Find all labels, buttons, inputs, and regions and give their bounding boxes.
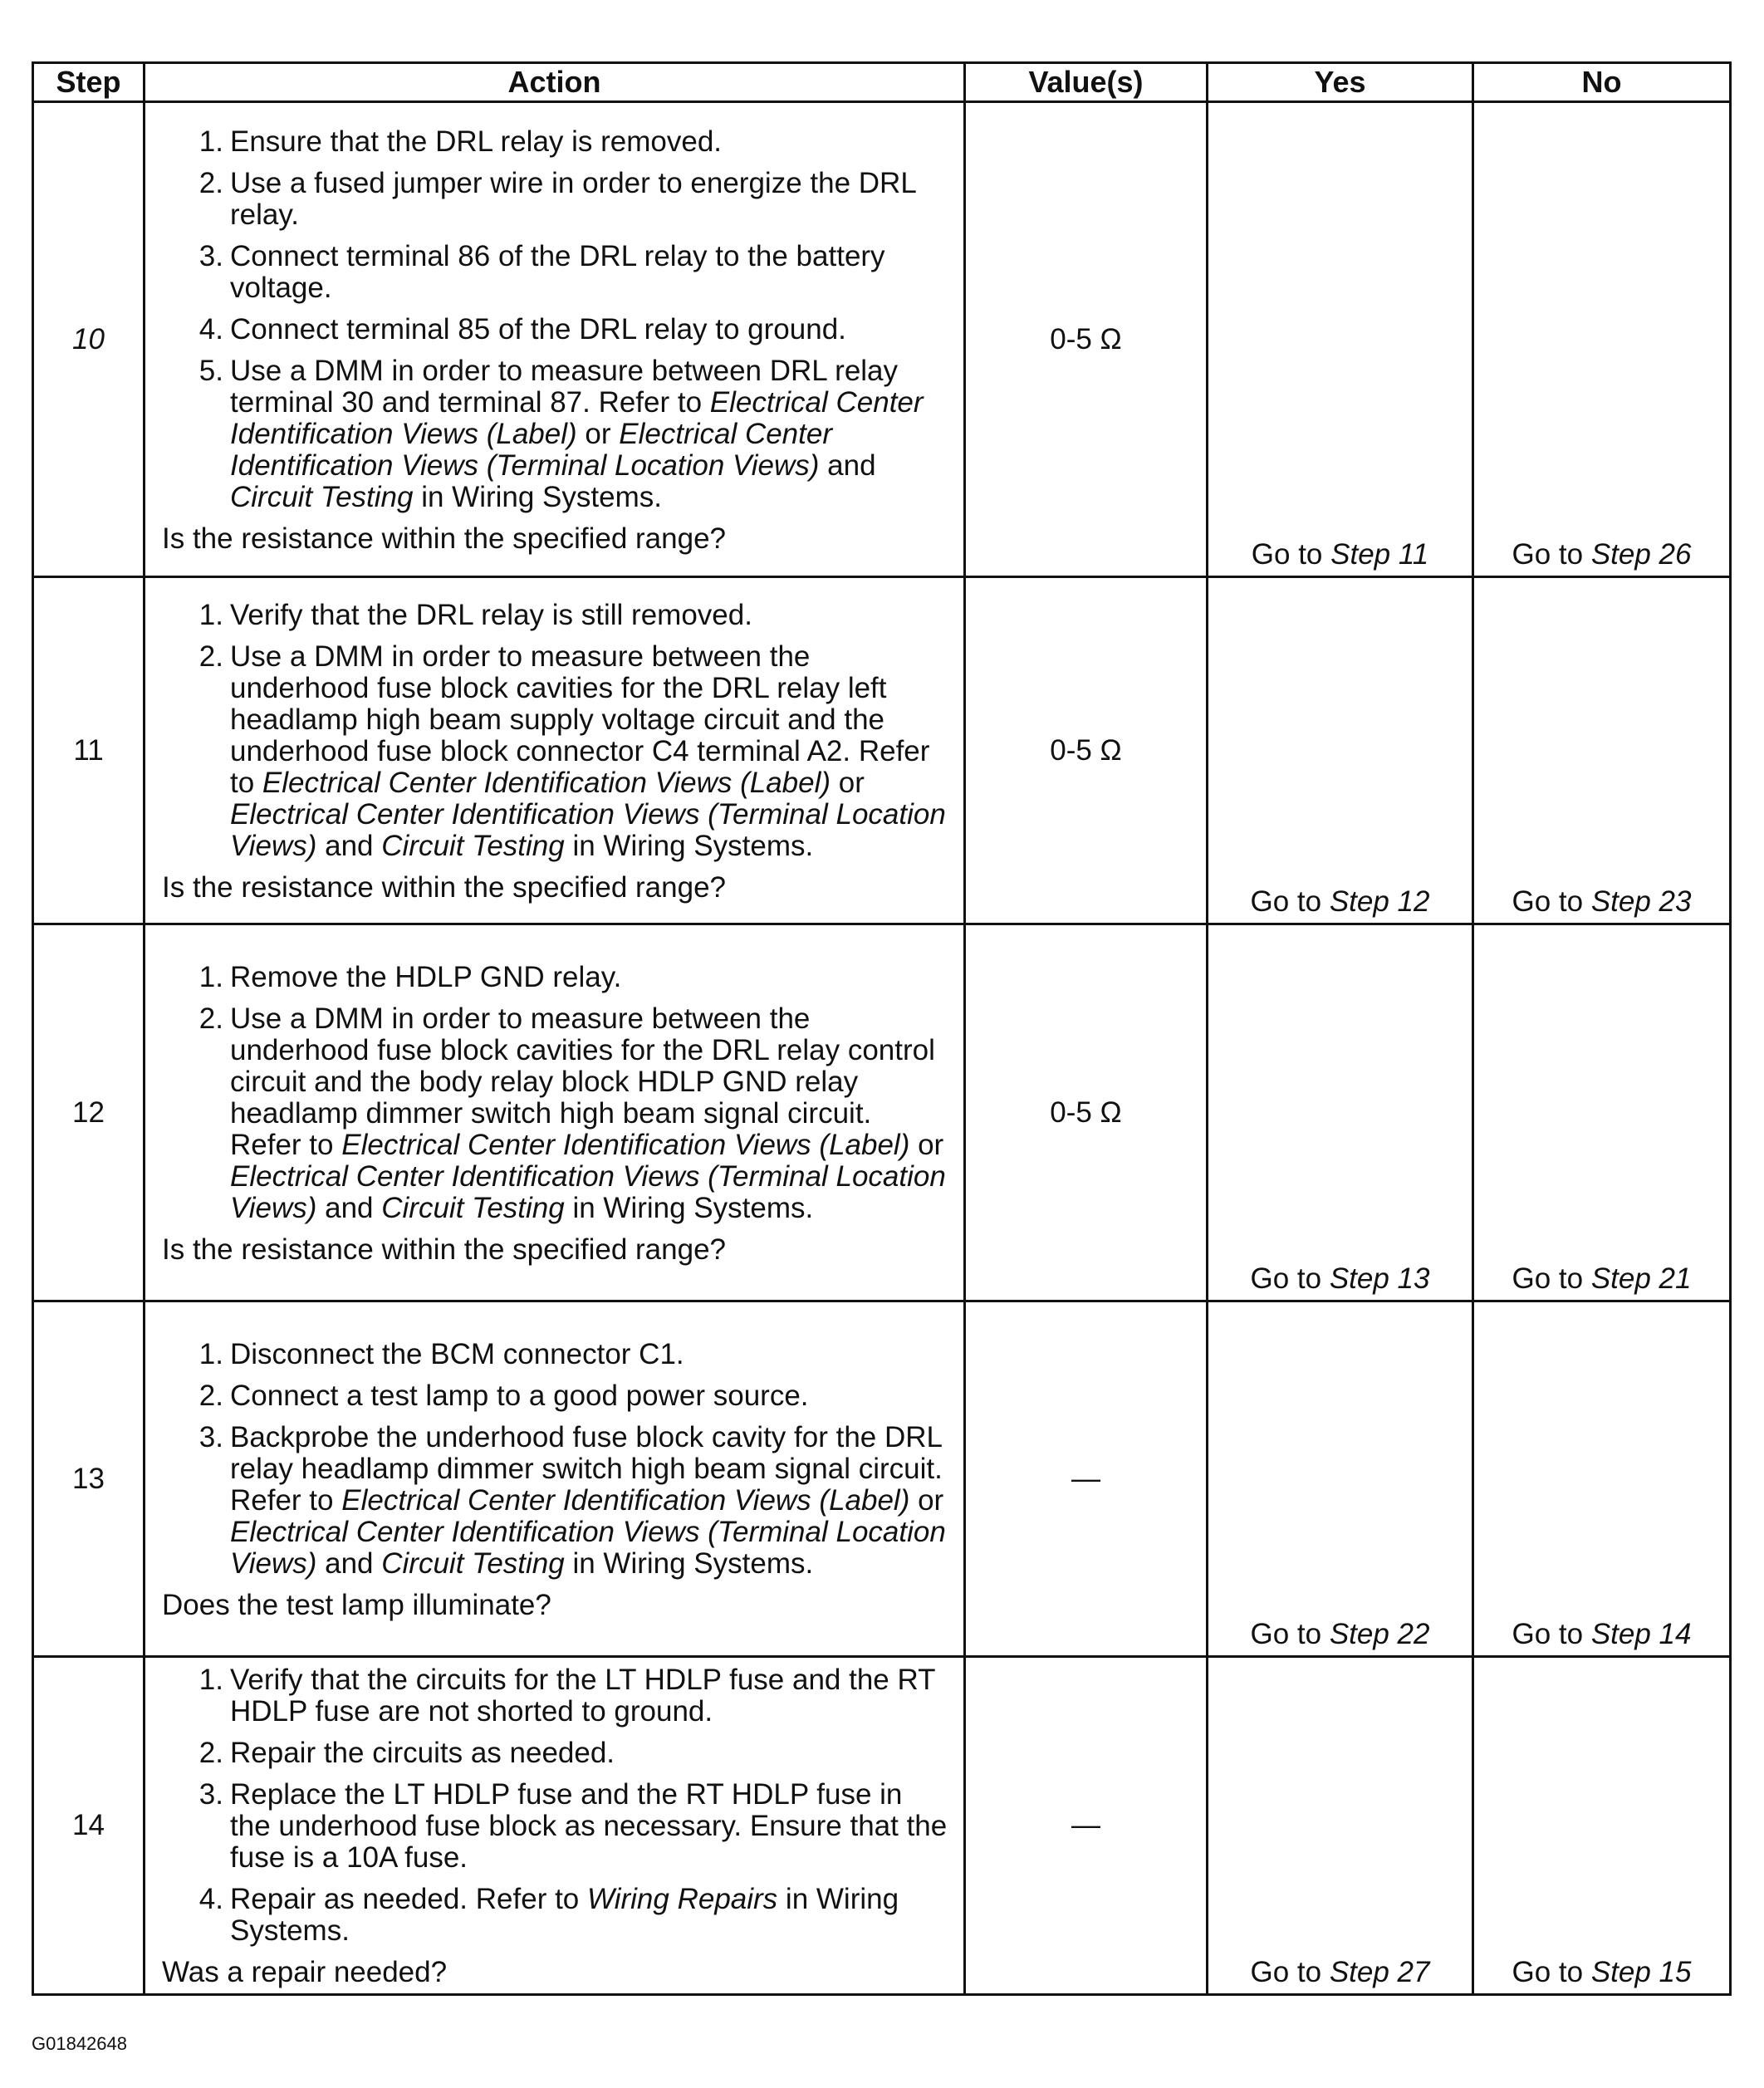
no-cell: Go to Step 15 <box>1473 1657 1731 1995</box>
value-cell: — <box>965 1301 1208 1657</box>
list-item <box>162 600 950 631</box>
action-cell <box>145 577 965 924</box>
list-item <box>162 314 950 346</box>
item-text: Remove the HDLP GND relay. <box>230 960 622 993</box>
item-number: 3. <box>198 1420 223 1453</box>
header-yes: Yes <box>1208 63 1473 102</box>
action-cell <box>145 1301 965 1657</box>
header-no: No <box>1473 63 1731 102</box>
no-cell: Go to Step 23 <box>1473 577 1731 924</box>
header-action: Action <box>145 63 965 102</box>
question-text: Is the resistance within the specified range? <box>162 522 726 555</box>
table-row <box>33 1301 1731 1657</box>
action-steps-list <box>162 962 950 1224</box>
diagnostic-table-wrapper <box>32 61 1729 1996</box>
item-text: Use a DMM in order to measure between the underhood fuse block cavities for the DRL relay control circuit and the body relay block HDLP GND relay headlamp dimmer switch high beam signal circuit. Refer to Electrical Center Identification Views (Label) or Electrical Center Identification Views (Terminal Location Views) and Circuit Testing in Wiring Systems. <box>230 1002 946 1224</box>
item-text: Use a DMM in order to measure between DRL relay terminal 30 and terminal 87. Refer to Electrical Center Identification Views (Label) or Electrical Center Identification Views (Terminal Location Views) and Circuit Testing in Wiring Systems. <box>230 354 924 513</box>
item-text: Repair as needed. Refer to Wiring Repairs in Wiring Systems. <box>230 1883 899 1947</box>
yes-cell: Go to Step 12 <box>1208 577 1473 924</box>
table-row <box>33 102 1731 577</box>
item-text: Repair the circuits as needed. <box>230 1737 615 1769</box>
table-row <box>33 577 1731 924</box>
list-item <box>162 241 950 304</box>
header-values: Value(s) <box>965 63 1208 102</box>
item-number: 2. <box>198 1737 223 1769</box>
action-steps-list <box>162 1664 950 1947</box>
item-text: Connect terminal 85 of the DRL relay to ground. <box>230 312 846 346</box>
item-text: Disconnect the BCM connector C1. <box>230 1337 684 1370</box>
item-number: 4. <box>198 312 223 346</box>
question-text: Is the resistance within the specified range? <box>162 1233 726 1266</box>
action-cell <box>145 924 965 1301</box>
item-number: 2. <box>198 1002 223 1035</box>
value-cell: 0-5 Ω <box>965 924 1208 1301</box>
item-number: 1. <box>198 1337 223 1370</box>
list-item <box>162 1339 950 1370</box>
item-text: Connect terminal 86 of the DRL relay to the battery voltage. <box>230 239 885 304</box>
figure-id: G01842648 <box>32 2033 127 2054</box>
list-item <box>162 1779 950 1874</box>
value-cell: — <box>965 1657 1208 1995</box>
list-item <box>162 641 950 862</box>
list-item <box>162 1380 950 1412</box>
yes-cell: Go to Step 27 <box>1208 1657 1473 1995</box>
table-row <box>33 1657 1731 1995</box>
action-steps-list <box>162 1339 950 1580</box>
item-text: Verify that the DRL relay is still removed. <box>230 598 752 631</box>
table-header-row <box>33 63 1731 102</box>
step-number: 11 <box>33 577 145 924</box>
list-item <box>162 1738 950 1769</box>
item-number: 2. <box>198 1379 223 1412</box>
list-item <box>162 168 950 231</box>
item-number: 1. <box>198 1664 223 1696</box>
item-number: 2. <box>198 640 223 673</box>
list-item <box>162 1422 950 1580</box>
list-item <box>162 1884 950 1947</box>
item-number: 4. <box>198 1883 223 1915</box>
item-text: Replace the LT HDLP fuse and the RT HDLP fuse in the underhood fuse block as necessary. Ensure that the fuse is a 10A fuse. <box>230 1778 948 1874</box>
item-number: 1. <box>198 598 223 631</box>
list-item <box>162 1003 950 1224</box>
step-number: 14 <box>33 1657 145 1995</box>
question-text: Does the test lamp illuminate? <box>162 1588 551 1621</box>
no-cell: Go to Step 21 <box>1473 924 1731 1301</box>
value-cell: 0-5 Ω <box>965 577 1208 924</box>
item-number: 3. <box>198 1778 223 1811</box>
question-text: Was a repair needed? <box>162 1956 448 1988</box>
list-item <box>162 126 950 158</box>
list-item <box>162 1664 950 1728</box>
action-cell <box>145 102 965 577</box>
yes-cell: Go to Step 22 <box>1208 1301 1473 1657</box>
no-cell: Go to Step 14 <box>1473 1301 1731 1657</box>
yes-cell: Go to Step 13 <box>1208 924 1473 1301</box>
item-number: 1. <box>198 125 223 158</box>
item-number: 2. <box>198 166 223 199</box>
step-number: 12 <box>33 924 145 1301</box>
item-text: Use a DMM in order to measure between the underhood fuse block cavities for the DRL relay left headlamp high beam supply voltage circuit and the underhood fuse block connector C4 terminal A2. Refer to Electrical Center Identification Views (Label) or Electrical Center Identification Views (Terminal Location Views) and Circuit Testing in Wiring Systems. <box>230 640 946 862</box>
item-number: 5. <box>198 354 223 387</box>
value-cell: 0-5 Ω <box>965 102 1208 577</box>
yes-cell: Go to Step 11 <box>1208 102 1473 577</box>
list-item <box>162 355 950 513</box>
item-text: Connect a test lamp to a good power source. <box>230 1379 809 1412</box>
question-text: Is the resistance within the specified range? <box>162 870 726 904</box>
action-steps-list <box>162 600 950 862</box>
step-number: 13 <box>33 1301 145 1657</box>
list-item <box>162 962 950 993</box>
item-number: 3. <box>198 239 223 272</box>
item-text: Backprobe the underhood fuse block cavity for the DRL relay headlamp dimmer switch high beam signal circuit. Refer to Electrical Center Identification Views (Label) or Electrical Center Identification Views (Terminal Location Views) and Circuit Testing in Wiring Systems. <box>230 1420 946 1580</box>
header-step: Step <box>33 63 145 102</box>
action-steps-list <box>162 126 950 513</box>
item-text: Use a fused jumper wire in order to energize the DRL relay. <box>230 166 916 231</box>
action-cell <box>145 1657 965 1995</box>
diagnostic-table <box>32 61 1732 1996</box>
item-text: Verify that the circuits for the LT HDLP fuse and the RT HDLP fuse are not shorted to ground. <box>230 1664 935 1728</box>
no-cell: Go to Step 26 <box>1473 102 1731 577</box>
step-number: 10 <box>33 102 145 577</box>
item-text: Ensure that the DRL relay is removed. <box>230 125 723 158</box>
item-number: 1. <box>198 960 223 993</box>
table-row <box>33 924 1731 1301</box>
